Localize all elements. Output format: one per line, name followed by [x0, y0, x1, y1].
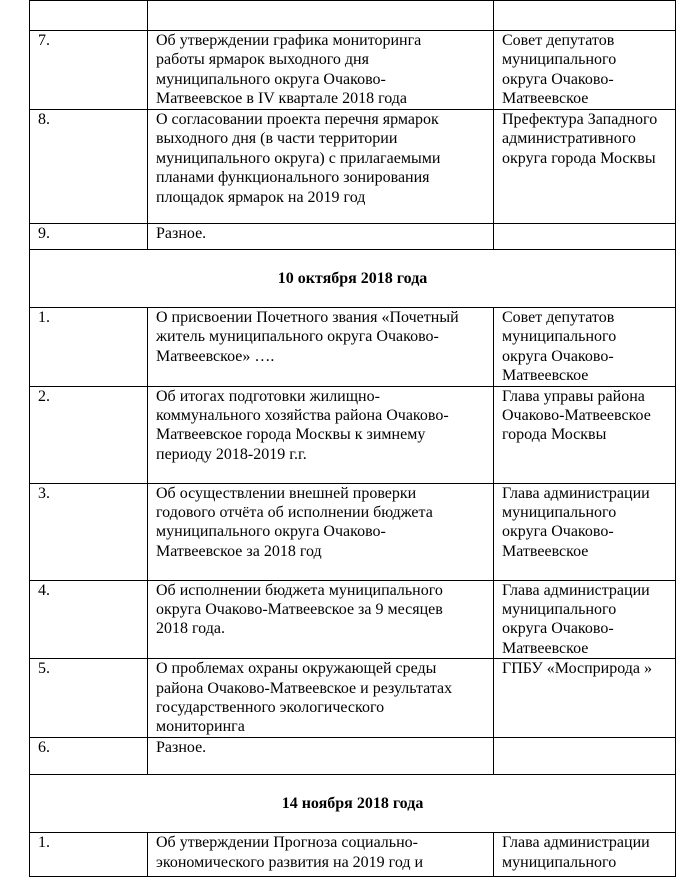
table-row [30, 1, 676, 31]
date-heading-row [30, 250, 676, 308]
item-title: Об осуществлении внешней проверки годового отчёта об исполнении бюджета муниципального округа Очаково- Матвеевское за 2018 год [148, 483, 494, 580]
item-title: О присвоении Почетного звания «Почетный житель муниципального округа Очаково- Матвеевское» …. [148, 308, 494, 387]
item-responsible: Глава управы района Очаково-Матвеевское города Москвы [494, 386, 676, 483]
date-heading: 14 ноября 2018 года [30, 775, 676, 833]
item-number: 8. [30, 110, 148, 224]
table-row [30, 833, 676, 877]
item-responsible [494, 224, 676, 250]
item-responsible: Глава администрации муниципального округа Очаково- Матвеевское [494, 580, 676, 659]
item-number: 6. [30, 738, 148, 775]
table-row [30, 738, 676, 775]
item-title: Об утверждении Прогноза социально- экономического развития на 2019 год и [148, 833, 494, 877]
item-number: 4. [30, 580, 148, 659]
item-responsible: Глава администрации муниципального [494, 833, 676, 877]
item-number: 2. [30, 386, 148, 483]
item-title [148, 1, 494, 31]
agenda-table [29, 0, 676, 877]
item-responsible: Префектура Западного административного округа города Москвы [494, 110, 676, 224]
item-title: О проблемах охраны окружающей среды района Очаково-Матвеевское и результатах государственного экологического мониторинга [148, 659, 494, 738]
table-row [30, 386, 676, 483]
item-responsible: Совет депутатов муниципального округа Очаково- Матвеевское [494, 308, 676, 387]
item-responsible [494, 738, 676, 775]
item-responsible: Совет депутатов муниципального округа Очаково- Матвеевское [494, 31, 676, 110]
item-title: Разное. [148, 224, 494, 250]
item-number: 9. [30, 224, 148, 250]
table-row [30, 580, 676, 659]
item-number: 5. [30, 659, 148, 738]
date-heading-row [30, 775, 676, 833]
table-row [30, 483, 676, 580]
table-row [30, 308, 676, 387]
item-title: О согласовании проекта перечня ярмарок выходного дня (в части территории муниципального округа) с прилагаемыми планами функционального зонирования площадок ярмарок на 2019 год [148, 110, 494, 224]
item-number: 3. [30, 483, 148, 580]
item-number: 7. [30, 31, 148, 110]
item-number [30, 1, 148, 31]
item-responsible [494, 1, 676, 31]
item-responsible: ГПБУ «Мосприрода » [494, 659, 676, 738]
table-row [30, 659, 676, 738]
item-number: 1. [30, 308, 148, 387]
item-title: Разное. [148, 738, 494, 775]
item-title: Об исполнении бюджета муниципального округа Очаково-Матвеевское за 9 месяцев 2018 года. [148, 580, 494, 659]
item-title: Об итогах подготовки жилищно- коммунального хозяйства района Очаково- Матвеевское города Москвы к зимнему периоду 2018-2019 г.г. [148, 386, 494, 483]
item-responsible: Глава администрации муниципального округа Очаково- Матвеевское [494, 483, 676, 580]
table-row [30, 110, 676, 224]
table-row [30, 224, 676, 250]
item-number: 1. [30, 833, 148, 877]
item-title: Об утверждении графика мониторинга работы ярмарок выходного дня муниципального округа Очаково- Матвеевское в IV квартале 2018 года [148, 31, 494, 110]
table-row [30, 31, 676, 110]
date-heading: 10 октября 2018 года [30, 250, 676, 308]
